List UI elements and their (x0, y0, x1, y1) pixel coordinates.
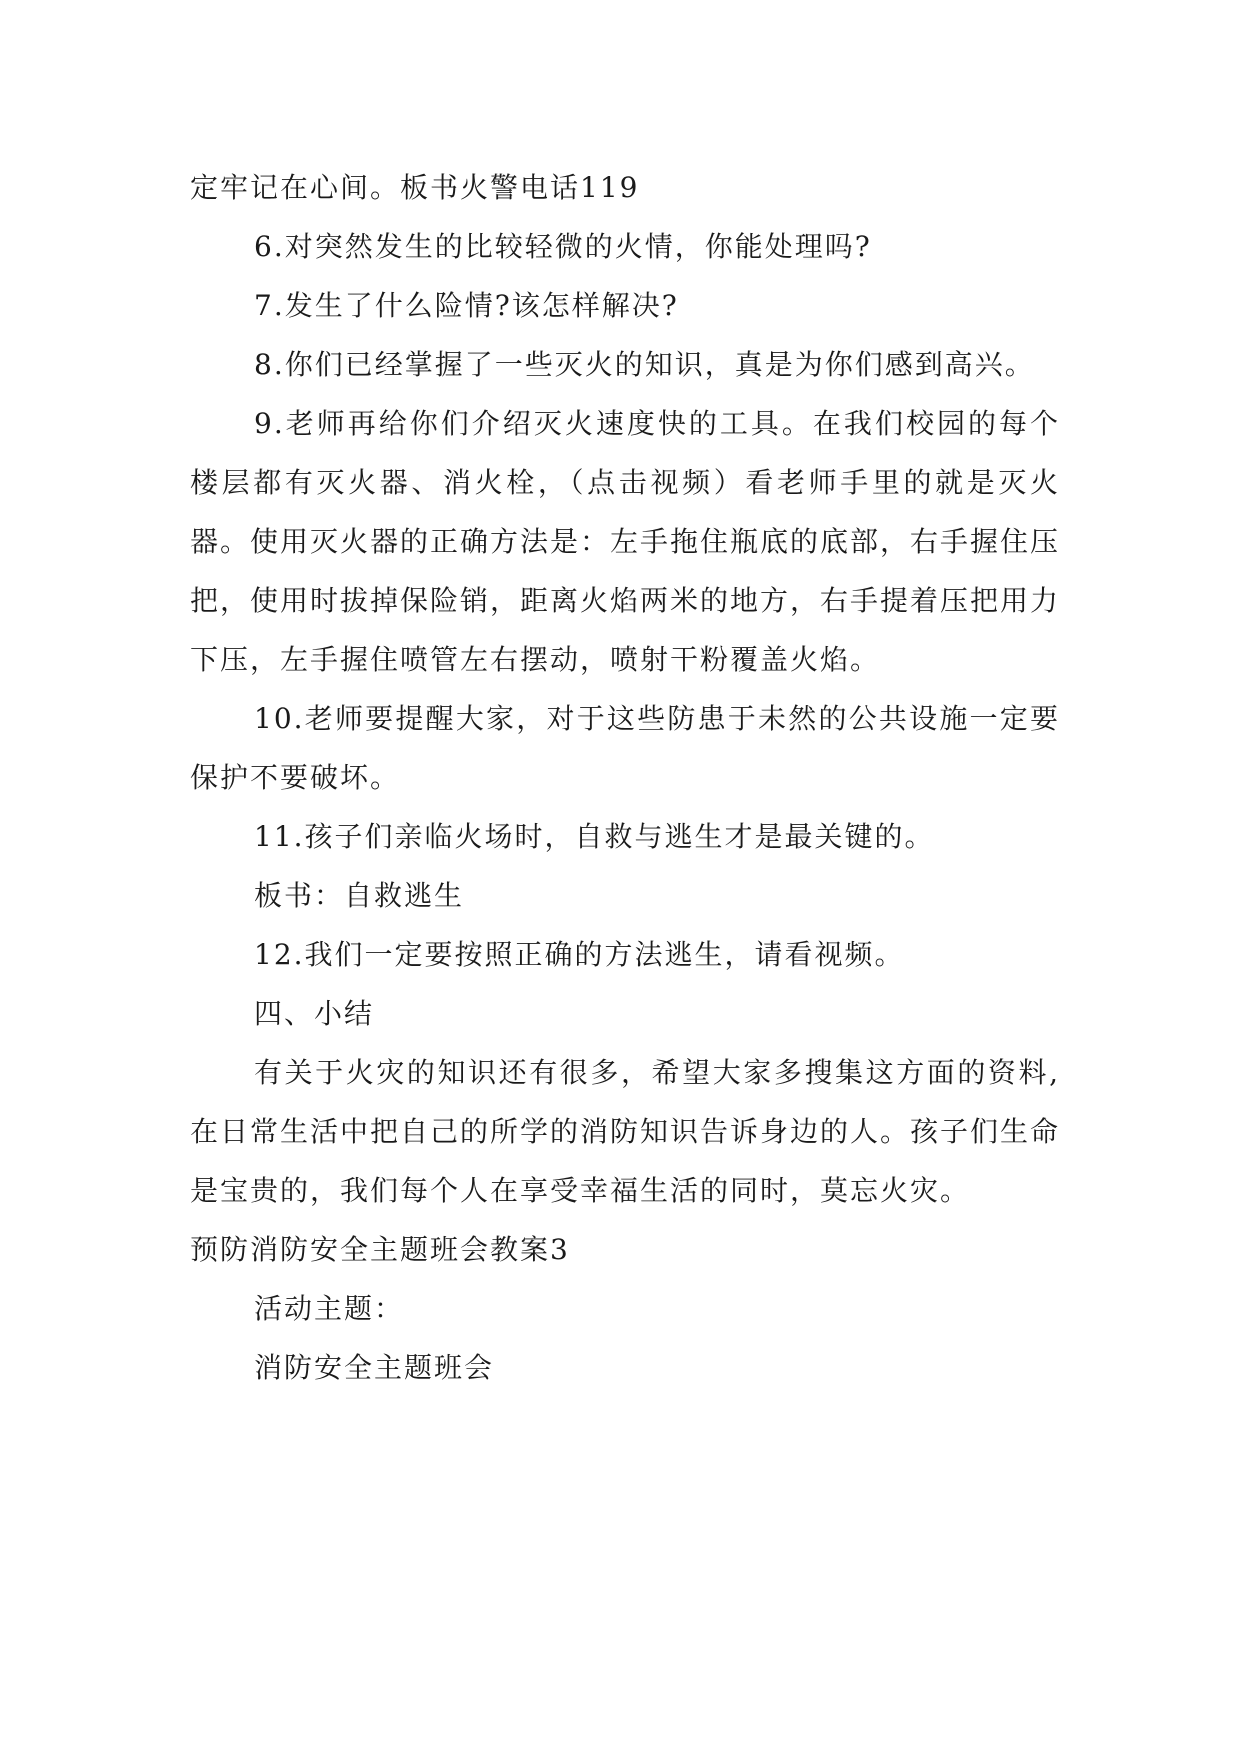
document-subtitle: 预防消防安全主题班会教案3 (190, 1233, 570, 1266)
paragraph-item-11: 11.孩子们亲临火场时，自救与逃生才是最关键的。 (254, 820, 935, 853)
paragraph-item-12: 12.我们一定要按照正确的方法逃生，请看视频。 (254, 938, 905, 971)
paragraph-item-6: 6.对突然发生的比较轻微的火情，你能处理吗? (254, 230, 872, 263)
paragraph-item-9: 9.老师再给你们介绍灭火速度快的工具。在我们校园的每个楼层都有灭火器、消火栓，（点击视频）看老师手里的就是灭火器。使用灭火器的正确方法是：左手拖住瓶底的底部，右手握住压把，使用时拔掉保险销，距离火焰两米的地方，右手提着压把用力下压，左手握住喷管左右摆动，喷射干粉覆盖火焰。 (190, 407, 1061, 676)
paragraph-summary: 有关于火灾的知识还有很多，希望大家多搜集这方面的资料,在日常生活中把自己的所学的消防知识告诉身边的人。孩子们生命是宝贵的，我们每个人在享受幸福生活的同时，莫忘火灾。 (190, 1056, 1061, 1207)
section-heading-summary: 四、小结 (254, 997, 375, 1030)
paragraph-activity-theme-value: 消防安全主题班会 (254, 1351, 495, 1384)
paragraph-activity-theme-label: 活动主题： (254, 1292, 405, 1325)
paragraph-item-7: 7.发生了什么险情?该怎样解决? (254, 289, 679, 322)
paragraph-board-note: 板书：自救逃生 (254, 879, 465, 912)
paragraph-continuation: 定牢记在心间。板书火警电话119 (190, 171, 640, 204)
paragraph-item-10: 10.老师要提醒大家，对于这些防患于未然的公共设施一定要保护不要破坏。 (190, 702, 1060, 794)
paragraph-item-8: 8.你们已经掌握了一些灭火的知识，真是为你们感到高兴。 (254, 348, 1035, 381)
document-body (190, 158, 1060, 1397)
